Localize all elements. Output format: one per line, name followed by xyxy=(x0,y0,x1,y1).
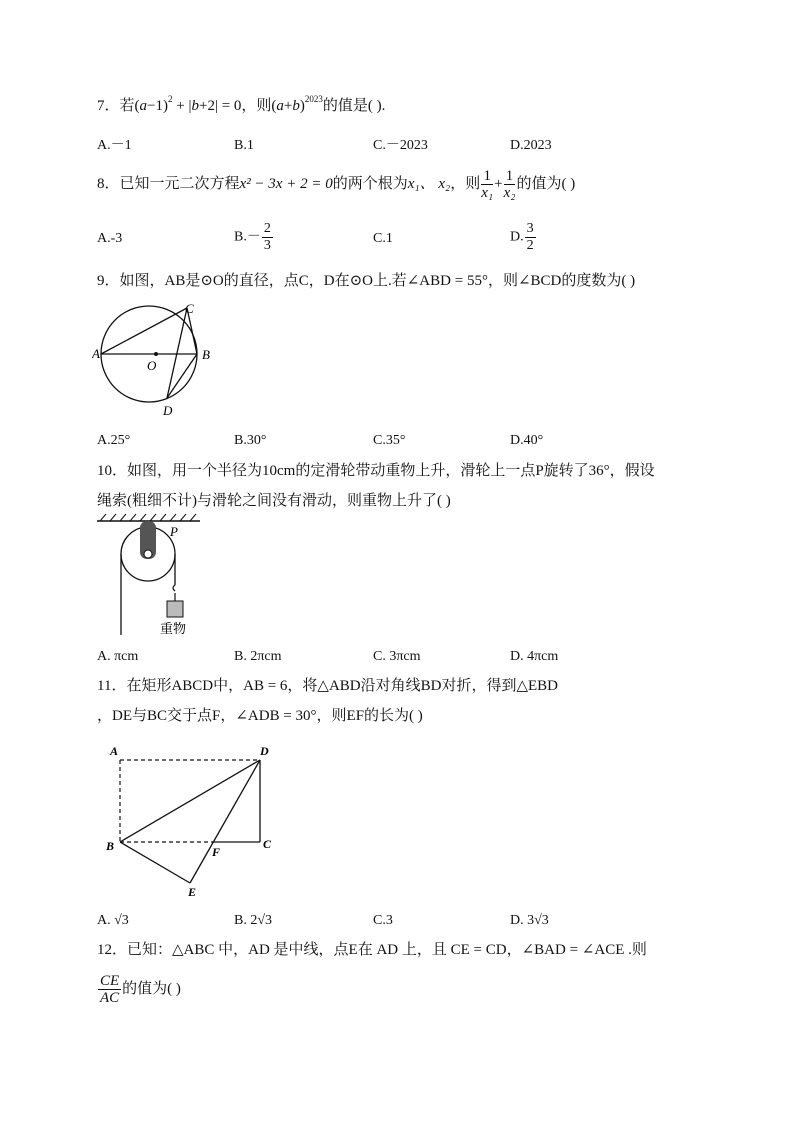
q9-label-c: C xyxy=(185,301,194,316)
q8-fraction-1: $\frac{1}{\text{x₁}}$ xyxy=(481,168,494,201)
q9-option-b[interactable]: B.30° xyxy=(234,433,267,448)
q10-option-b[interactable]: B. 2πcm xyxy=(234,649,282,664)
q7-option-c[interactable]: C.－2023 xyxy=(373,138,428,153)
q12-stem-line1: 12．已知：△ABC 中，AD 是中线，点E在 AD 上，且 CE = CD，∠BAD = ∠ACE .则 xyxy=(97,942,647,958)
q11-edge-ed xyxy=(190,760,260,883)
q9-stem: 9．如图，AB是⊙O的直径，点C，D在⊙O上.若∠ABD = 55°，则∠BCD的度数为( ) xyxy=(97,273,636,289)
q8-number: 8． xyxy=(97,175,120,192)
q11-label-b: B xyxy=(106,839,115,853)
q8-option-a[interactable]: A.-3 xyxy=(97,231,123,246)
q7-stem: 7．若$(a-1)^2 + |b+2| = 0$，则$(a+b)^{2023}$的值是( ). xyxy=(97,94,386,114)
q9-line-ac xyxy=(101,308,187,354)
q11-stem-line2: ，DE与BC交于点F，∠ADB = 30°，则EF的长为( ) xyxy=(97,708,423,724)
q9-option-a[interactable]: A.25° xyxy=(97,433,131,448)
q10-axle xyxy=(144,550,152,558)
q7-option-b[interactable]: B.1 xyxy=(234,138,254,153)
q11-label-c: C xyxy=(263,837,272,851)
q10-weight xyxy=(167,601,183,617)
q8-fraction-2: $\frac{1}{\text{x₂}}$ xyxy=(503,168,516,201)
q8-equation: x² − 3x + 2 = 0 xyxy=(239,175,333,192)
q9-label-d: D xyxy=(163,403,173,418)
q11-number: 11． xyxy=(97,678,127,694)
q10-ceiling-hatch xyxy=(100,514,196,521)
q11-option-d[interactable]: D. 3√3 xyxy=(510,913,549,928)
q7-expr-ab: (a+b) xyxy=(271,98,305,114)
q10-hook xyxy=(173,585,175,591)
q11-option-c[interactable]: C.3 xyxy=(373,913,393,928)
q10-option-d[interactable]: D. 4πcm xyxy=(510,649,559,664)
q8-option-d[interactable]: D. $\frac{3}{2}$ xyxy=(510,221,534,253)
q11-label-f: F xyxy=(212,845,221,859)
q8-optB-fraction: $\frac{2}{3}$ xyxy=(263,221,271,253)
q8-optD-fraction: $\frac{3}{2}$ xyxy=(526,221,534,253)
q7-option-d[interactable]: D.2023 xyxy=(510,138,552,153)
q11-label-e: E xyxy=(188,885,197,899)
q10-stem-line1: 10．如图，用一个半径为10cm的定滑轮带动重物上升，滑轮上一点P旋转了36°，假设 xyxy=(97,463,655,479)
q11-label-a: A xyxy=(110,744,119,758)
q10-label-p: P xyxy=(170,524,178,539)
q10-weight-label: 重物 xyxy=(160,621,187,636)
q11-edge-be xyxy=(120,842,190,883)
q11-diagonal-bd xyxy=(120,760,260,842)
q10-pulley-figure xyxy=(92,513,207,641)
q12-fraction: $\frac{CE}{AC}$ xyxy=(100,973,120,1006)
q10-option-a[interactable]: A. πcm xyxy=(97,649,139,664)
q9-label-o: O xyxy=(147,358,157,373)
q9-number: 9． xyxy=(97,273,120,289)
q9-option-d[interactable]: D.40° xyxy=(510,433,544,448)
q9-line-cd xyxy=(167,308,187,398)
q9-option-c[interactable]: C.35° xyxy=(373,433,406,448)
q11-label-d: D xyxy=(260,744,269,758)
q8-option-b[interactable]: B.－ $\frac{2}{3}$ xyxy=(234,221,271,253)
q8-roots: x₁、 x₂ xyxy=(407,175,451,192)
q11-option-b[interactable]: B. 2√3 xyxy=(234,913,273,928)
q11-option-a[interactable]: A. √3 xyxy=(97,913,129,928)
q9-label-b: B xyxy=(202,347,210,362)
q9-circle-figure xyxy=(92,300,222,425)
q7-expr-a: (a−1) xyxy=(134,98,168,114)
q8-stem: 8．已知一元二次方程x² − 3x + 2 = 0的两个根为x₁、 x₂，则 $\frac{1}{\text{x₁}}$ + $\frac{1}{\text{x₂}}$ 的值为( ) xyxy=(97,168,576,201)
q10-stem-line2: 绳索(粗细不计)与滑轮之间没有滑动，则重物上升了( ) xyxy=(97,493,451,509)
q11-stem-line1: 11．在矩形ABCD中，AB = 6，将△ABD沿对角线BD对折，得到△EBD xyxy=(97,678,559,694)
q11-rectangle-figure xyxy=(100,740,280,900)
q12-stem-line2: $\frac{CE}{AC}$ 的值为( ) xyxy=(100,973,181,1006)
q10-option-c[interactable]: C. 3πcm xyxy=(373,649,421,664)
q7-number: 7． xyxy=(97,98,120,114)
q7-option-a[interactable]: A.－1 xyxy=(97,138,132,153)
q9-label-a: A xyxy=(92,346,100,361)
q12-number: 12． xyxy=(97,942,128,958)
q8-option-c[interactable]: C.1 xyxy=(373,231,393,246)
q10-number: 10． xyxy=(97,463,128,479)
q9-center-point xyxy=(154,352,158,356)
